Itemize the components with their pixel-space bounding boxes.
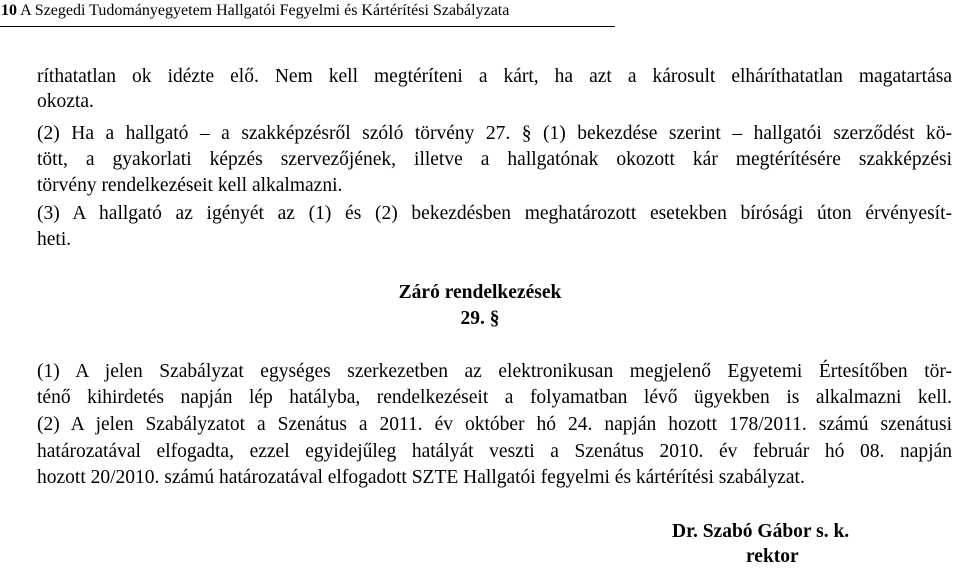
paragraph-line: ténő kihirdetés napján lép hatályba, rendelkezéseit a folyamatban lévő ügyekben is alkalmazni kell.	[37, 387, 952, 408]
section-title: Záró rendelkezések	[398, 282, 562, 303]
paragraph-line: (1) A jelen Szabályzat egységes szerkezetben az elektronikusan megjelenő Egyetemi Értesítőben tör-	[37, 361, 952, 382]
paragraph-line: ríthatatlan ok idézte elő. Nem kell megtéríteni a kárt, ha azt a károsult elháríthatatlan magatartása	[37, 66, 952, 87]
page-number: 10	[1, 2, 17, 19]
paragraph-line: hozott 20/2010. számú határozatával elfogadott SZTE Hallgatói fegyelmi és kártérítési szabályzat.	[37, 467, 805, 488]
document-title: A Szegedi Tudományegyetem Hallgatói Fegyelmi és Kártérítési Szabályzata	[20, 2, 510, 19]
paragraph-line: heti.	[37, 229, 72, 250]
section-number: 29. §	[460, 308, 500, 329]
paragraph-line: határozatával elfogadta, ezzel egyidejűleg hatályát veszti a Szenátus 2010. év február hó 08. napján	[37, 441, 952, 462]
signature-role: rektor	[746, 546, 799, 567]
signature-name: Dr. Szabó Gábor s. k.	[672, 521, 850, 542]
paragraph-line: okozta.	[37, 91, 94, 112]
page-header	[0, 0, 615, 27]
paragraph-line: (2) Ha a hallgató – a szakképzésről szóló törvény 27. § (1) bekezdése szerint – hallgatói szerződést kö-	[37, 123, 952, 144]
paragraph-line: (3) A hallgató az igényét az (1) és (2) bekezdésben meghatározott esetekben bírósági úton érvényesít-	[37, 203, 952, 224]
paragraph-line: (2) A jelen Szabályzatot a Szenátus a 2011. év október hó 24. napján hozott 178/2011. számú szenátusi	[37, 414, 952, 435]
paragraph-line: törvény rendelkezéseit kell alkalmazni.	[37, 175, 343, 196]
paragraph-line: tött, a gyakorlati képzés szervezőjének, illetve a hallgatónak okozott kár megtérítésére szakképzési	[37, 149, 952, 170]
